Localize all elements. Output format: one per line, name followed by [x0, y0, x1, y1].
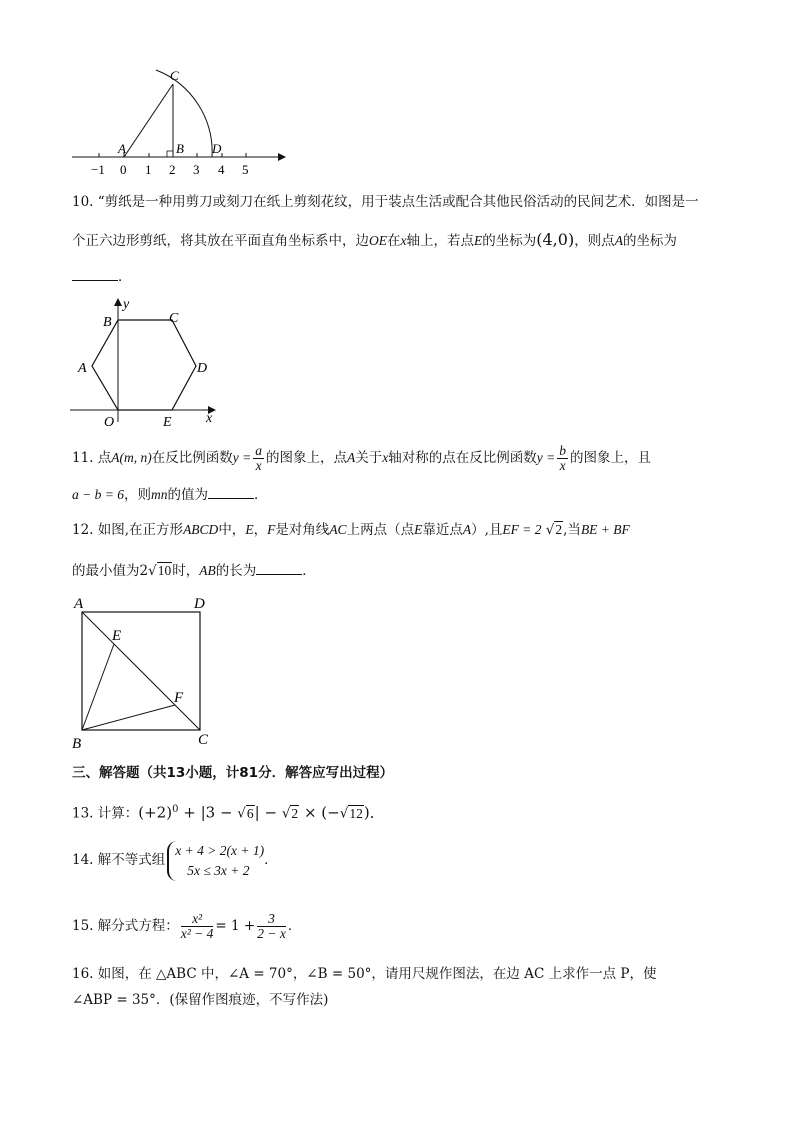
q16-line2: ∠ABP = 35°．(保留作图痕迹，不写作法): [72, 992, 329, 1008]
frac-den: x: [559, 458, 566, 473]
label-c: C: [169, 311, 179, 326]
q11-yeq: y =: [536, 450, 556, 465]
label-a: A: [118, 141, 126, 156]
q10-text: 个正六边形剪纸，将其放在平面直角坐标系中，边: [72, 233, 369, 249]
q10-text: 的坐标为: [482, 233, 537, 249]
section-heading: 三、解答题（共13小题，计81分．解答应写出过程）: [72, 765, 394, 781]
q14-line: [72, 838, 278, 882]
segment-be: [82, 644, 114, 730]
hexagon: [92, 320, 196, 410]
tick-label: 5: [242, 162, 249, 177]
q12-line1: [72, 520, 630, 540]
inequality-system: [167, 841, 264, 881]
number-line-figure: [66, 64, 286, 180]
label-d: D: [197, 361, 208, 376]
q12-line2: [72, 560, 316, 581]
q12-sum: BE + BF: [580, 522, 630, 537]
frac-num: a: [255, 443, 262, 458]
q12-ef: EF = 2: [502, 522, 542, 537]
q12-e2: E: [414, 522, 423, 537]
q13-line: [72, 798, 385, 826]
label-y: y: [123, 297, 130, 312]
q12-text: ,当: [563, 522, 581, 538]
sqrt-sign: √: [237, 805, 246, 822]
label-c: C: [198, 732, 209, 748]
q12-text: 时，: [172, 563, 200, 579]
sqrt-sign: √: [281, 805, 291, 822]
diagonal-ac: [82, 612, 200, 730]
q12-text: ，: [253, 522, 268, 538]
q11-text: 的值为: [167, 487, 208, 503]
segment-bf: [82, 705, 175, 730]
q12-text: 的长为: [215, 563, 257, 579]
q11-point-a: A: [347, 450, 356, 465]
q11-text: 的图象上，且: [569, 450, 651, 466]
label-b: B: [103, 315, 112, 330]
q12-text: 靠近点: [422, 522, 463, 538]
frac-num: x²: [181, 912, 214, 927]
q11-line1: [72, 444, 651, 473]
q10-point-a: A: [614, 233, 623, 248]
q10-coord: (4,0): [536, 230, 575, 249]
q12-text: 是对角线: [275, 522, 330, 538]
inequality-row-2: 5x ≤ 3x + 2: [187, 862, 250, 878]
tick-label: 2: [169, 162, 176, 177]
q12-text: ）,且: [471, 522, 503, 538]
q10-line3: [72, 266, 132, 287]
q13-term: | −: [254, 803, 282, 822]
frac-den: 2 − x: [257, 926, 286, 941]
q15-label: 15. 解分式方程：: [72, 918, 179, 934]
q15-line: [72, 906, 301, 946]
q11-x: x: [382, 450, 389, 465]
label-a: A: [78, 361, 87, 376]
tick-label: 4: [218, 162, 225, 177]
q10-point-e: E: [474, 233, 483, 248]
q11-frac-b-over-x: [557, 444, 568, 473]
q12-end: ．: [302, 563, 316, 579]
q16-line1: 16. 如图，在 △ABC 中，∠A = 70°，∠B = 50°，请用尺规作图法，在边 AC 上求作一点 P，使: [72, 966, 657, 982]
q10-text: 轴上，若点: [406, 233, 474, 249]
q11-text: 关于: [355, 450, 383, 466]
q12-ab: AB: [199, 563, 216, 578]
sqrt-sign: √: [339, 805, 349, 822]
q11-line2: [72, 484, 267, 505]
q10-text: ，则点: [574, 233, 615, 249]
q13-term: )．: [363, 803, 385, 822]
q12-min-coef: 2: [139, 563, 149, 579]
q12-text: 12. 如图,在正方形: [72, 522, 184, 538]
inequality-row-1: x + 4 > 2(x + 1): [175, 842, 265, 858]
frac-den: x² − 4: [180, 926, 214, 941]
q11-point: A(m, n): [111, 450, 152, 465]
q11-text: 轴对称的点在反比例函数: [388, 450, 537, 466]
segment-ac: [124, 84, 173, 157]
q13-label: 13. 计算：: [72, 805, 139, 822]
label-b: B: [176, 141, 184, 156]
q13-term: × (−: [299, 803, 340, 822]
q13-sqrt6: 6: [246, 805, 254, 821]
q10-text: 的坐标为: [622, 233, 677, 249]
label-d: D: [194, 596, 205, 612]
q12-square: ABCD: [183, 522, 219, 537]
q10-edge: OE: [369, 233, 387, 248]
frac-num: 3: [257, 912, 286, 927]
q12-ac: AC: [329, 522, 347, 537]
q12-text: 的最小值为: [72, 563, 140, 579]
q11-yeq: y =: [232, 450, 252, 465]
q11-text: 在反比例函数: [151, 450, 233, 466]
tick-label: 0: [120, 162, 127, 177]
q15-mid: = 1 +: [215, 918, 256, 934]
q11-mn: mn: [150, 487, 168, 502]
axis-arrow-icon: [278, 153, 286, 161]
q12-f: F: [267, 522, 276, 537]
q14-label: 14. 解不等式组: [72, 852, 166, 868]
frac-num: b: [559, 443, 566, 458]
q11-text: 11. 点: [72, 450, 112, 466]
right-angle-mark: [167, 151, 173, 157]
label-f: F: [174, 690, 184, 706]
q13-term: (+2): [138, 803, 173, 822]
hexagon-figure: [70, 294, 220, 430]
label-b: B: [72, 736, 82, 752]
q13-term: + |3 −: [178, 803, 238, 822]
label-a: A: [74, 596, 84, 612]
answer-blank: [256, 560, 302, 575]
q12-a: A: [462, 522, 472, 537]
label-d: D: [212, 141, 222, 156]
label-x: x: [206, 411, 213, 426]
q13-exponent: 0: [172, 804, 179, 815]
q12-e: E: [245, 522, 254, 537]
tick-label: 1: [145, 162, 152, 177]
frac-den: x: [255, 458, 262, 473]
compass-arc: [156, 70, 212, 157]
q12-text: 中，: [218, 522, 246, 538]
q12-sqrt2: 2: [555, 522, 563, 537]
square-figure: [70, 592, 220, 752]
label-c: C: [170, 68, 179, 83]
sqrt-sign: √: [148, 563, 157, 579]
label-e: E: [163, 415, 172, 430]
q13-sqrt2: 2: [291, 805, 299, 821]
q11-text: 的图象上，点: [266, 450, 347, 466]
q10-end: ．: [118, 269, 132, 285]
q11-frac-a-over-x: [253, 444, 264, 473]
q10-line1: 10. “剪纸是一种用剪刀或刻刀在纸上剪刻花纹，用于装点生活或配合其他民俗活动的民间艺术．如图是一: [72, 194, 699, 210]
sqrt-sign: √: [545, 522, 555, 538]
q12-sqrt10: 10: [157, 563, 172, 578]
q15-rhs-fraction: [257, 912, 286, 941]
q11-end: ．: [253, 487, 268, 503]
q14-end: ．: [264, 852, 278, 868]
q15-lhs-fraction: [181, 912, 214, 941]
tick-labels: [91, 162, 249, 177]
tick-label: −1: [91, 162, 105, 177]
label-e: E: [112, 628, 122, 644]
y-axis-arrow-icon: [114, 298, 122, 306]
q10-text: 在: [387, 233, 401, 249]
answer-blank: [72, 266, 118, 281]
q11-condition: a − b = 6: [72, 487, 124, 502]
q13-sqrt12: 12: [349, 805, 363, 821]
q12-text: 上两点（点: [346, 522, 415, 538]
answer-blank: [208, 484, 254, 499]
q10-line2: [72, 230, 677, 251]
q11-text: ，则: [123, 487, 151, 503]
q15-end: ．: [287, 918, 302, 934]
label-o: O: [104, 415, 115, 430]
tick-label: 3: [193, 162, 200, 177]
q10-x: x: [400, 233, 407, 248]
